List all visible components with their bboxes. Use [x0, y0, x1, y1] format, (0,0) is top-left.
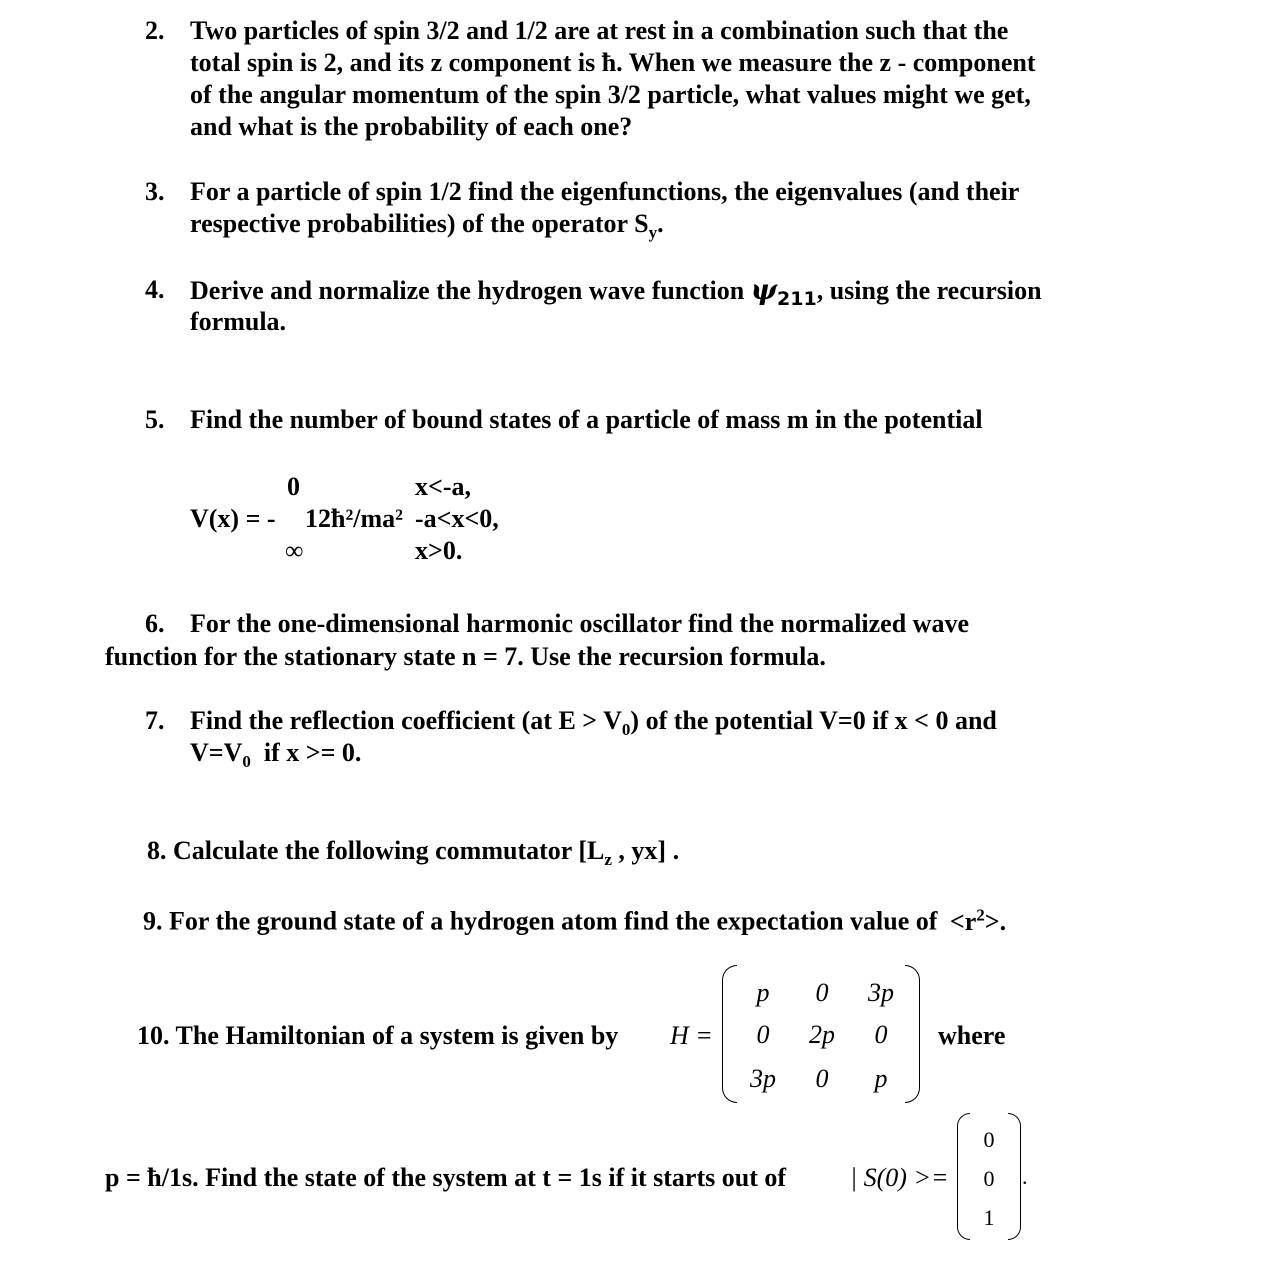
potential-condition-2: -a<x<0,	[415, 504, 499, 533]
q3-number: 3.	[145, 177, 165, 206]
q7-line-2-a: V=V	[190, 738, 243, 767]
matrix-cell: 3p	[868, 978, 894, 1007]
matrix-cell: p	[874, 1064, 888, 1093]
potential-condition-1: x<-a,	[415, 472, 471, 501]
vector-cell: 0	[983, 1166, 995, 1191]
matrix-cell: 0	[815, 1064, 829, 1093]
q4-line-1-text: Derive and normalize the hydrogen wave function	[190, 276, 745, 305]
ket-label: | S(0) >=	[850, 1163, 949, 1192]
q9-value-b: >.	[984, 906, 1007, 936]
q6-line-1: For the one-dimensional harmonic oscillator find the normalized wave	[190, 609, 969, 638]
potential-value-3: ∞	[285, 536, 304, 565]
matrix-cell: 3p	[750, 1064, 776, 1093]
potential-condition-3: x>0.	[415, 536, 463, 565]
q2-line-4: and what is the probability of each one?	[190, 112, 633, 141]
q2-number: 2.	[145, 16, 165, 45]
q9-value	[950, 907, 1006, 936]
q7-sub-1: 0	[621, 720, 631, 740]
q3-subscript: y	[648, 223, 658, 243]
potential-value-2: 12ħ²/ma²	[305, 504, 403, 533]
psi-subscript: 211	[777, 288, 817, 311]
matrix-cell: 0	[874, 1020, 888, 1049]
q7-line-2-b: if x >= 0.	[250, 738, 362, 767]
matrix-left-paren	[722, 965, 737, 1103]
q8-text	[147, 835, 679, 876]
q9-text	[143, 899, 1006, 938]
q2-line-2: total spin is 2, and its z component is ħ. When we measure the z - component	[190, 48, 1036, 77]
potential-value-1: 0	[287, 472, 300, 501]
q6-number: 6.	[145, 609, 165, 638]
vector-cell: 1	[983, 1205, 995, 1230]
potential-lhs: V(x) = -	[190, 504, 276, 533]
q3-period: .	[657, 209, 664, 238]
q9-text-main: 9. For the ground state of a hydrogen atom find the expectation value of	[143, 906, 938, 936]
q3-line-2-text: respective probabilities) of the operator S	[190, 209, 649, 238]
matrix-cell: 0	[756, 1020, 770, 1049]
where-text: where	[938, 1021, 1006, 1050]
q7-line-1-a: Find the reflection coefficient (at E > V	[190, 706, 622, 735]
q7-line-1-b: ) of the potential V=0 if x < 0 and	[630, 706, 997, 735]
q8-text-a: 8. Calculate the following commutator [L	[147, 836, 605, 865]
q4-number: 4.	[145, 275, 165, 304]
q10-line-2: p = ħ/1s. Find the state of the system at t = 1s if it starts out of	[105, 1163, 787, 1192]
q4-line-1-tail: , using the recursion	[816, 276, 1042, 305]
q7-sub-2: 0	[242, 752, 251, 772]
q10-text: 10. The Hamiltonian of a system is given by	[137, 1021, 619, 1050]
psi-symbol: ψ	[750, 273, 778, 306]
q2-line-3: of the angular momentum of the spin 3/2 particle, what values might we get,	[190, 80, 1031, 109]
vector-left-paren	[957, 1113, 970, 1240]
q8-text-b: , yx] .	[611, 836, 680, 865]
q5-number: 5.	[145, 405, 165, 434]
matrix-cell: 0	[815, 978, 829, 1007]
q3-line-1: For a particle of spin 1/2 find the eigenfunctions, the eigenvalues (and their	[190, 177, 1020, 206]
q8-subscript: z	[604, 850, 612, 870]
q7-number: 7.	[145, 706, 165, 735]
q6-line-2: function for the stationary state n = 7. Use the recursion formula.	[105, 642, 826, 671]
q2-line-1: Two particles of spin 3/2 and 1/2 are at rest in a combination such that the	[190, 16, 1009, 45]
matrix-cell: p	[756, 978, 770, 1007]
q4-line-2: formula.	[190, 307, 287, 336]
hamiltonian-label: H =	[670, 1021, 713, 1050]
q9-superscript: 2	[976, 905, 985, 924]
matrix-cell: 2p	[809, 1020, 835, 1049]
q3-line-2	[190, 208, 664, 249]
vector-right-paren	[1008, 1113, 1021, 1240]
q4-line-1	[190, 274, 1042, 315]
final-period: .	[1022, 1164, 1028, 1189]
vector-cell: 0	[983, 1127, 995, 1152]
q7-line-2	[190, 737, 361, 778]
q9-value-a: <r	[949, 906, 977, 936]
matrix-right-paren	[905, 965, 920, 1103]
q5-text: Find the number of bound states of a particle of mass m in the potential	[190, 405, 983, 434]
